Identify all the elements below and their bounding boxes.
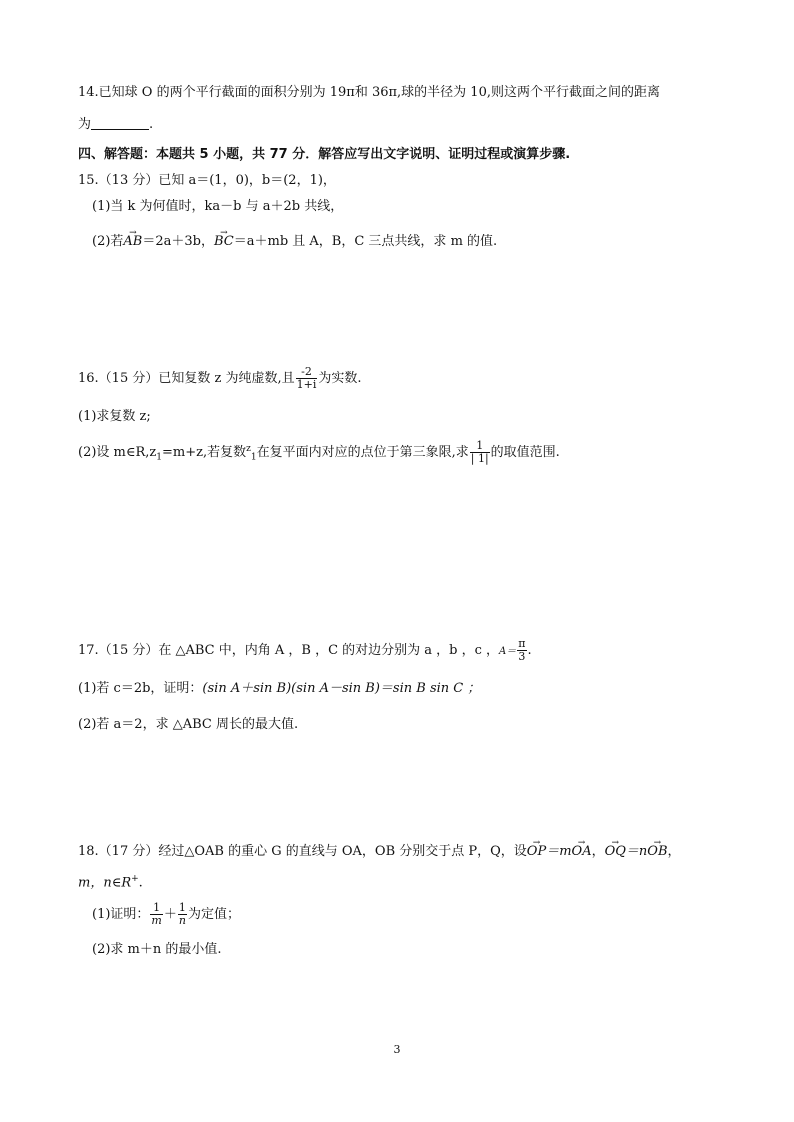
q18-sep: ， [591, 844, 605, 859]
q18-part2: (2)求 m＋n 的最小值. [92, 942, 222, 957]
q17-pi-num: π [518, 637, 526, 650]
q16-fraction2-den: | 1| [470, 452, 489, 465]
q16-part1: (1)求复数 z; [78, 409, 151, 424]
q16-part2-sub: 1 [156, 452, 163, 463]
q17-part2: (2)若 a＝2，求 △ABC 周长的最大值. [78, 717, 299, 732]
q16-garbled-sub: 1 [250, 452, 257, 463]
q18-eq2: ＝n [625, 844, 648, 859]
vector-ab: → AB [123, 233, 142, 251]
q18-fraction-1n [178, 902, 187, 927]
q17-pi-fraction [517, 638, 526, 663]
q17-a-eq: A＝ [499, 646, 517, 657]
q18-f2-num: 1 [178, 901, 186, 914]
q17-stem [78, 638, 532, 663]
q18-f1-den: m [151, 914, 162, 927]
q16-part2-suffix: 的取值范围. [490, 445, 560, 460]
q17-part1-prefix: (1)若 c＝2b，证明： [78, 681, 203, 696]
q16-stem-suffix: 为实数. [318, 371, 362, 386]
q16-stem [78, 366, 361, 391]
q16-stem-prefix: 16.（15 分）已知复数 z 为纯虚数,且 [78, 371, 295, 386]
q16-part2-mid: =m+z,若复数 [162, 445, 247, 460]
q18-line2-sup: + [131, 874, 139, 884]
q17-stem-text: 17.（15 分）在 △ABC 中，内角 A ，B ，C 的对边分别为 a ，b ，c ， [78, 643, 500, 658]
q14-line2-suffix: . [149, 117, 154, 132]
q17-part1 [78, 680, 480, 698]
q18-f2-den: n [178, 914, 186, 927]
q17-part1-equation: (sin A＋sin B)(sin A－sin B)＝sin B sin C ； [202, 681, 481, 696]
q15-part2-prefix: (2)若 [92, 234, 124, 249]
q16-fraction2-num: 1 [470, 440, 490, 453]
page-number: 3 [393, 1043, 401, 1056]
q16-garbled-z: z [246, 444, 251, 454]
q17-pi-den: 3 [518, 650, 526, 663]
q14-line2 [78, 116, 153, 134]
q16-part2 [78, 440, 560, 467]
q18-part1-prefix: (1)证明： [92, 907, 150, 922]
vector-oq: → OQ [605, 843, 626, 861]
q18-stem-prefix: 18.（17 分）经过△OAB 的重心 G 的直线与 OA，OB 分别交于点 P，Q，设 [78, 844, 527, 859]
q18-plus: ＋ [163, 907, 177, 922]
q14-line1: 14.已知球 O 的两个平行截面的面积分别为 19π和 36π,球的半径为 10,则这两个平行截面之间的距离 [78, 85, 660, 100]
q15-part2-mid2: ＝a＋mb 且 A，B，C 三点共线，求 m 的值. [233, 234, 498, 249]
q15-part1: (1)当 k 为何值时，ka－b 与 a＋2b 共线， [92, 199, 344, 214]
q16-part2-mid2: 在复平面内对应的点位于第三象限,求 [256, 445, 469, 460]
q18-line2-text: m，n∈R [78, 875, 132, 891]
q18-line2-end: . [138, 875, 143, 891]
answer-blank [91, 117, 149, 130]
q15-part2-mid1: ＝2a＋3b， [142, 234, 214, 249]
q16-fraction-num: -2 [296, 366, 318, 379]
q18-stem [78, 843, 681, 861]
q16-fraction2 [470, 440, 490, 465]
q18-stem-end: ， [667, 844, 681, 859]
q18-f1-num: 1 [150, 902, 162, 915]
q16-fraction [296, 366, 318, 391]
q17-stem-end: . [527, 643, 532, 658]
q16-fraction-den: 1+i [296, 378, 317, 391]
section-heading: 四、解答题：本题共 5 小题，共 77 分．解答应写出文字说明、证明过程或演算步骤. [78, 147, 571, 162]
q18-part1-suffix: 为定值； [187, 907, 240, 922]
q18-fraction-1m [150, 902, 162, 927]
vector-ob: → OB [647, 843, 667, 861]
vector-bc: → BC [214, 233, 234, 251]
q14-line2-prefix: 为 [78, 117, 92, 132]
q18-part1 [92, 902, 240, 927]
q18-line2 [78, 870, 143, 892]
q16-part2-prefix: (2)设 m∈R,z [78, 445, 157, 460]
vector-op: → OP [527, 843, 546, 861]
q18-eq1: ＝m [546, 844, 572, 859]
q15-stem: 15.（13 分）已知 a＝(1，0)，b＝(2，1)， [78, 173, 336, 188]
vector-oa: → OA [572, 843, 592, 861]
q15-part2 [92, 233, 497, 251]
